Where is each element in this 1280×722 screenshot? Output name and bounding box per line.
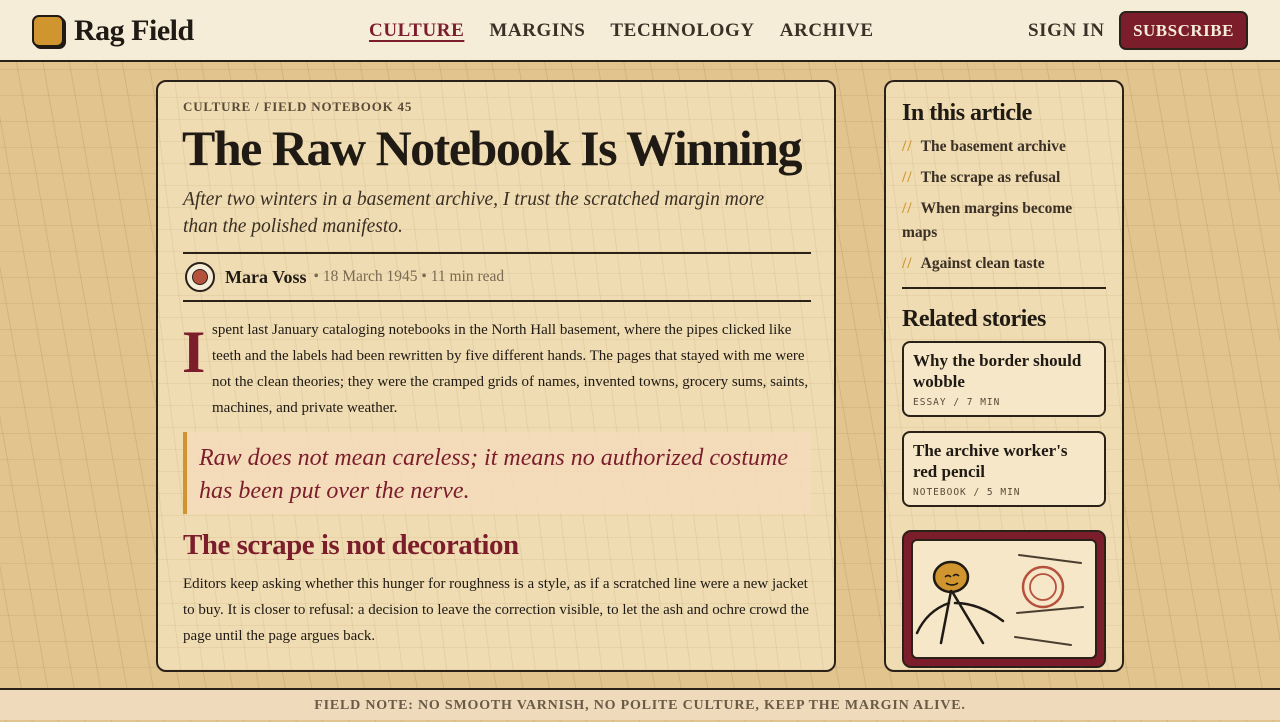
site-header [0, 0, 1280, 62]
related-story-card[interactable] [902, 431, 1106, 507]
square-badge-icon [32, 15, 64, 47]
related-story-tag: NOTEBOOK / 5 MIN [913, 487, 1021, 498]
article-meta: • 18 March 1945 • 11 min read [313, 268, 505, 285]
toc-item-label: The basement archive [920, 138, 1066, 155]
related-story-tag: ESSAY / 7 MIN [913, 397, 1001, 408]
avatar[interactable] [185, 262, 215, 292]
related-story-title: Why the border should wobble [913, 351, 1082, 391]
article-paragraph-2: Editors keep asking whether this hunger for roughness is a style, as if a scratched line were a new jacket to buy. It is closer to refusal: a decision to leave the correction visible, to let the ash and ochre crowd the page until the page argues back. [183, 576, 809, 644]
main-nav [369, 20, 874, 42]
toc-item-label: Against clean taste [920, 255, 1045, 272]
article-dek: After two winters in a basement archive, I trust the scratched margin more than the polished manifesto. [183, 189, 765, 237]
toc-marker: // [902, 138, 913, 155]
sign-in-link[interactable]: SIGN IN [1028, 20, 1105, 41]
pull-quote: Raw does not mean careless; it means no authorized costume has been put over the nerve. [183, 432, 811, 514]
site-logo[interactable] [32, 14, 194, 48]
toc-item-label: When margins become maps [902, 200, 1073, 241]
author-name[interactable]: Mara Voss [225, 266, 307, 287]
sidebar [884, 80, 1124, 672]
sidebar-divider [902, 287, 1106, 289]
nav-item-margins[interactable]: MARGINS [489, 20, 586, 41]
sketch-figure-illustration [902, 530, 1106, 668]
related-story-title: The archive worker's red pencil [913, 441, 1068, 481]
drop-cap: I [182, 319, 206, 385]
author-face-icon [192, 269, 208, 285]
footer-note: FIELD NOTE: NO SMOOTH VARNISH, NO POLITE CULTURE, KEEP THE MARGIN ALIVE. [0, 688, 1280, 720]
toc-item-scrape-refusal[interactable] [902, 166, 1106, 190]
subscribe-button[interactable]: SUBSCRIBE [1119, 11, 1248, 50]
related-story-card[interactable] [902, 341, 1106, 417]
site-name: Rag Field [74, 14, 194, 47]
byline [183, 252, 811, 302]
toc-title: In this article [902, 100, 1032, 126]
section-heading: The scrape is not decoration [183, 529, 519, 561]
illustration-panel [911, 539, 1097, 659]
toc-item-basement-archive[interactable] [902, 135, 1106, 159]
nav-item-technology[interactable]: TECHNOLOGY [610, 20, 755, 41]
related-title: Related stories [902, 306, 1046, 332]
toc-marker: // [902, 255, 913, 272]
toc-item-label: The scrape as refusal [920, 169, 1061, 186]
nav-item-archive[interactable]: ARCHIVE [779, 20, 874, 41]
nav-item-culture[interactable]: CULTURE [369, 20, 465, 41]
toc-item-clean-taste[interactable] [902, 252, 1106, 276]
toc-marker: // [902, 169, 913, 186]
article-title: The Raw Notebook Is Winning [182, 120, 801, 176]
toc-item-margins-maps[interactable] [902, 197, 1106, 245]
sketch-figure-icon [913, 541, 1099, 661]
toc-marker: // [902, 200, 913, 217]
article-kicker[interactable]: CULTURE / FIELD NOTEBOOK 45 [183, 99, 413, 114]
article-paragraph-1: spent last January cataloging notebooks in the North Hall basement, where the pipes clicked like teeth and the labels had been rewritten by five different hands. The pages that stayed with me were not the clean theories; they were the cramped grids of names, invented towns, grocery sums, saints, machines, and private weather. [212, 322, 809, 416]
table-of-contents [902, 135, 1106, 283]
article-card [156, 80, 836, 672]
